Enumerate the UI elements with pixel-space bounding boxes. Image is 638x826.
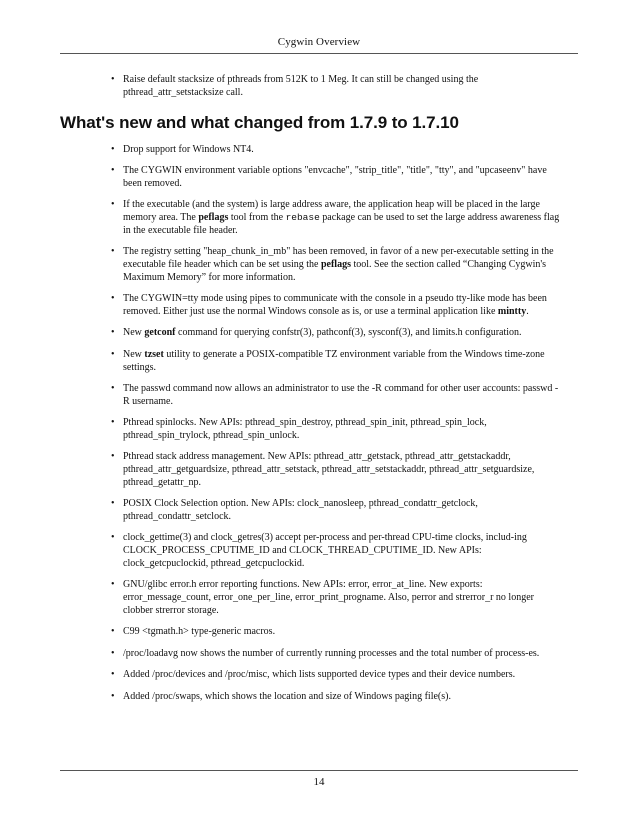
- bullet-marker: •: [111, 382, 115, 394]
- list-item: [60, 691, 578, 704]
- bullet-marker: •: [111, 451, 115, 463]
- list-item-text: C99 <tgmath.h> type-generic macros.: [123, 626, 276, 638]
- bullet-marker: •: [111, 669, 115, 681]
- footer-rule: [60, 770, 578, 771]
- list-item-text: clock_gettime(3) and clock_getres(3) accept per-process and per-thread CPU-time clocks, includ-ing CLOCK_PROCESS_CPUTIME_ID and CLOCK_THREAD_CPUTIME_ID. New APIs: clock_getcpuclockid, pthread_getcpuclockid.: [123, 532, 527, 570]
- running-header: Cygwin Overview: [277, 36, 361, 48]
- list-item-text: The registry setting "heap_chunk_in_mb" has been removed, in favor of a new per-executable setting in the executable file header which can be set using the: [123, 246, 554, 270]
- bullet-marker: •: [111, 348, 115, 360]
- list-item-text: GNU/glibc error.h error reporting functions. New APIs: error, error_at_line. New exports: error_message_count, error_one_per_line, error_print_progname. Also, perror and strerror_r no longer clobber strerror storage.: [123, 579, 534, 617]
- command-name: mintty: [497, 305, 527, 317]
- list-item: [60, 349, 578, 375]
- list-item-text: POSIX Clock Selection option. New APIs: clock_nanosleep, pthread_condattr_getclock, pthread_condattr_setclock.: [123, 498, 478, 523]
- list-item: [60, 532, 578, 570]
- list-item-text: The passwd command now allows an administrator to use the -R command for other user accounts: passwd -R username.: [123, 382, 559, 407]
- list-item-text: .: [526, 305, 529, 317]
- list-item: [60, 417, 578, 443]
- list-item: [60, 327, 578, 340]
- command-name: tzset: [144, 348, 164, 360]
- bullet-marker: •: [111, 74, 115, 85]
- section-heading: What's new and what changed from 1.7.9 to 1.7.10: [60, 112, 459, 132]
- package-name: rebase: [285, 211, 320, 223]
- list-item-text: Added /proc/devices and /proc/misc, which lists supported device types and their device numbers.: [123, 669, 516, 681]
- page-content: [60, 74, 578, 712]
- bullet-marker: •: [111, 626, 115, 638]
- list-item-text: tool from the: [228, 211, 286, 223]
- list-item-text: Added /proc/swaps, which shows the location and size of Windows paging file(s).: [123, 690, 451, 702]
- bullet-marker: •: [111, 327, 115, 339]
- list-item-text: utility to generate a POSIX-compatible TZ environment variable from the Windows time-zone settings.: [123, 348, 545, 373]
- list-item-text: If the executable (and the system) is large address aware, the application heap will be placed in the large memory area. The: [123, 199, 540, 223]
- list-item-text: New: [123, 348, 145, 360]
- header-rule: [60, 53, 578, 54]
- list-item: [60, 165, 578, 191]
- changes-bullet-list: [60, 144, 578, 704]
- command-name: getconf: [144, 327, 176, 339]
- list-item-text: tool. See the section called “Changing Cygwin's Maximum Memory” for more information.: [123, 258, 547, 283]
- list-item: [60, 626, 578, 639]
- bullet-marker: •: [111, 199, 115, 211]
- bullet-marker: •: [111, 143, 115, 155]
- list-item: [60, 199, 578, 237]
- bullet-marker: •: [111, 246, 115, 258]
- command-name: peflags: [198, 211, 229, 223]
- bullet-marker: •: [111, 647, 115, 659]
- list-item: [60, 451, 578, 489]
- bullet-marker: •: [111, 417, 115, 429]
- bullet-marker: •: [111, 164, 115, 176]
- list-item-text: Pthread spinlocks. New APIs: pthread_spin_destroy, pthread_spin_init, pthread_spin_lock, pthread_spin_trylock, pthread_spin_unlock.: [123, 417, 487, 441]
- bullet-marker: •: [111, 532, 115, 544]
- list-item: [60, 669, 578, 682]
- list-item: [60, 246, 578, 284]
- list-item-text: command for querying confstr(3), pathconf(3), sysconf(3), and limits.h configuration.: [175, 327, 522, 339]
- list-item: [60, 648, 578, 661]
- list-item-text: Pthread stack address management. New APIs: pthread_attr_getstack, pthread_attr_getstackaddr, pthread_attr_getguardsize, pthread_attr_setstack, pthread_attr_setstackaddr, pthread_attr_setguardsize, pthread_getattr_np.: [123, 451, 535, 488]
- list-item: [60, 498, 578, 524]
- list-item-text: The CYGWIN environment variable options "envcache", "strip_title", "title", "tty", and "upcaseenv" have been removed.: [123, 164, 547, 189]
- command-name: peflags: [320, 258, 351, 270]
- bullet-marker: •: [111, 579, 115, 591]
- list-item-text: Raise default stacksize of pthreads from 512K to 1 Meg. It can still be changed using the pthread_attr_setstacksize call.: [123, 74, 479, 98]
- list-item-text: New: [123, 327, 145, 339]
- list-item: [60, 144, 578, 157]
- list-item: [60, 74, 578, 100]
- list-item: [60, 293, 578, 319]
- list-item-text: Drop support for Windows NT4.: [123, 143, 254, 155]
- lead-bullet-list: [60, 74, 578, 100]
- bullet-marker: •: [111, 293, 115, 305]
- bullet-marker: •: [111, 690, 115, 702]
- list-item-text: /proc/loadavg now shows the number of currently running processes and the total number of process-es.: [123, 647, 540, 659]
- list-item-text: package can be used to set the large address awareness flag in the executable file header.: [123, 211, 560, 236]
- bullet-marker: •: [111, 498, 115, 510]
- list-item: [60, 579, 578, 617]
- list-item: [60, 383, 578, 409]
- list-item-text: The CYGWIN=tty mode using pipes to communicate with the console in a pseudo tty-like mode has been removed. Either just use the normal Windows console as is, or use a terminal application like: [123, 293, 547, 317]
- page-number: 14: [313, 776, 325, 788]
